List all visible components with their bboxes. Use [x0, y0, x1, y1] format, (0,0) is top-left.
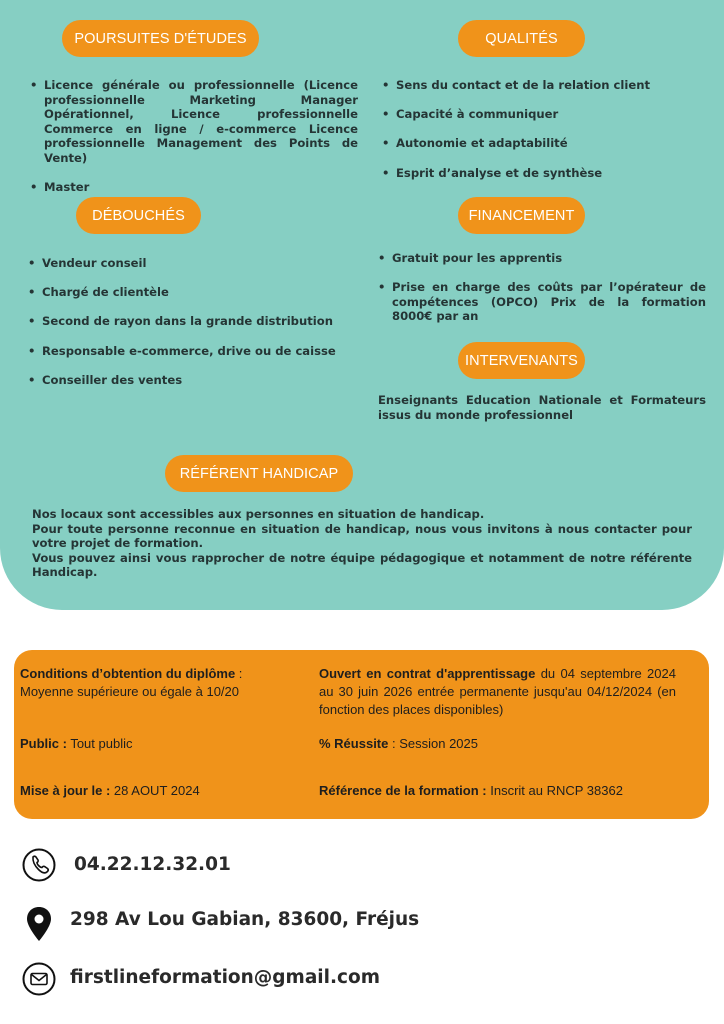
ouvert-label: Ouvert en contrat d'apprentissage — [319, 666, 536, 681]
maj — [20, 782, 200, 800]
email-icon — [22, 962, 56, 996]
intervenants-text: Enseignants Education Nationale et Formateurs issus du monde professionnel — [378, 393, 706, 422]
pill-financement: FINANCEMENT — [458, 197, 585, 234]
list-item: • Responsable e-commerce, drive ou de caisse — [28, 344, 358, 359]
phone-icon — [22, 848, 56, 882]
list-item: • Master — [30, 180, 358, 195]
list-item: • Chargé de clientèle — [28, 285, 358, 300]
handicap-line: Vous pouvez ainsi vous rapprocher de notre équipe pédagogique et notamment de notre référente Handicap. — [32, 550, 692, 580]
reussite — [319, 735, 478, 753]
reference-label: Référence de la formation : — [319, 783, 487, 798]
list-item: • Capacité à communiquer — [382, 107, 712, 122]
info-box — [14, 650, 709, 819]
qualites-list — [382, 78, 712, 195]
handicap-text — [32, 507, 692, 580]
maj-label: Mise à jour le : — [20, 783, 111, 798]
list-item: • Second de rayon dans la grande distribution — [28, 314, 358, 329]
ouvert-value: du 04 septembre 2024 au 30 juin 2026 entrée permanente jusqu'au 04/12/2024 (en fonction des places disponibles) — [319, 666, 676, 717]
reference — [319, 782, 623, 800]
pill-intervenants: INTERVENANTS — [458, 342, 585, 379]
pill-qualites: QUALITÉS — [458, 20, 585, 57]
maj-value: 28 AOUT 2024 — [110, 783, 200, 798]
public — [20, 735, 132, 753]
reussite-label: % Réussite — [319, 736, 389, 751]
list-item: • Autonomie et adaptabilité — [382, 136, 712, 151]
pill-poursuites: POURSUITES D'ÉTUDES — [62, 20, 259, 57]
phone-number[interactable]: 04.22.12.32.01 — [74, 854, 231, 875]
pill-debouches: DÉBOUCHÉS — [76, 197, 201, 234]
list-item: • Prise en charge des coûts par l’opérateur de compétences (OPCO) Prix de la formation 8000€ par an — [378, 280, 706, 324]
pill-handicap: RÉFÉRENT HANDICAP — [165, 455, 353, 492]
conditions-label: Conditions d’obtention du diplôme — [20, 666, 236, 681]
reference-value: Inscrit au RNCP 38362 — [486, 783, 623, 798]
email-address[interactable]: firstlineformation@gmail.com — [70, 967, 380, 988]
reussite-value: : Session 2025 — [388, 736, 478, 751]
financement-list — [378, 251, 706, 339]
list-item: • Conseiller des ventes — [28, 373, 358, 388]
list-item: • Vendeur conseil — [28, 256, 358, 271]
ouvert — [319, 665, 676, 719]
conditions-value: Moyenne supérieure ou égale à 10/20 — [20, 684, 239, 699]
list-item: • Licence générale ou professionnelle (Licence professionnelle Marketing Manager Opérationnel, Licence professionnelle Commerce en ligne / e-commerce Licence professionnelle Management des Points de Vente) — [30, 78, 358, 166]
public-label: Public : — [20, 736, 67, 751]
list-item: • Sens du contact et de la relation client — [382, 78, 712, 93]
handicap-line: Nos locaux sont accessibles aux personnes en situation de handicap. — [32, 507, 485, 521]
conditions: Conditions d’obtention du diplôme : Moyenne supérieure ou égale à 10/20 — [20, 666, 243, 699]
poursuites-list — [30, 78, 358, 209]
public-value: Tout public — [66, 736, 133, 751]
list-item: • Gratuit pour les apprentis — [378, 251, 706, 266]
handicap-line: Pour toute personne reconnue en situation de handicap, nous vous invitons à nous contacter pour votre projet de formation. — [32, 521, 692, 551]
debouches-list — [28, 256, 358, 402]
address: 298 Av Lou Gabian, 83600, Fréjus — [70, 909, 420, 930]
list-item: • Esprit d’analyse et de synthèse — [382, 166, 712, 181]
location-pin-icon — [26, 906, 52, 942]
